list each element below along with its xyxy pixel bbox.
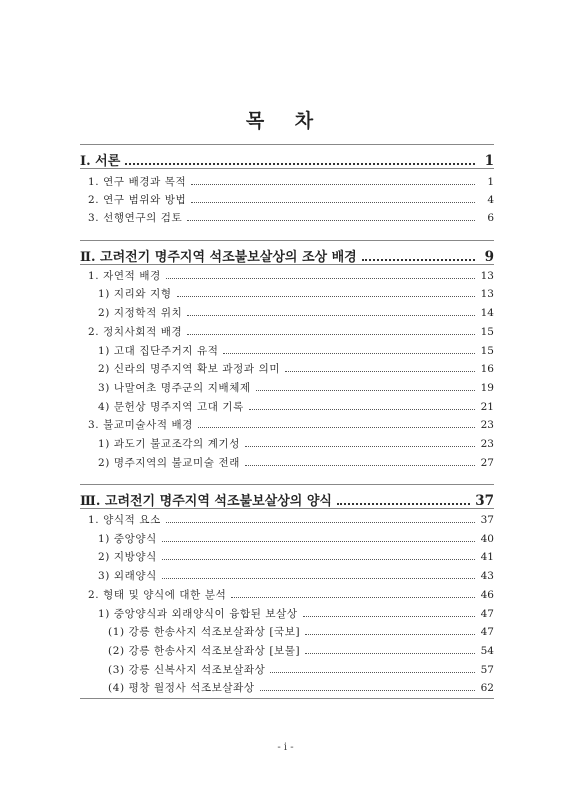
dot-leader: [362, 258, 475, 261]
section-rule-bottom: [80, 264, 494, 265]
item-label: 1) 고대 집단주거지 유적: [98, 345, 219, 357]
page-number: 1: [484, 153, 494, 169]
page-number: 13: [480, 288, 494, 300]
page-number: 6: [487, 212, 494, 224]
page-number: 37: [475, 493, 494, 509]
toc-item[interactable]: [80, 587, 494, 602]
dot-leader: [187, 333, 475, 335]
toc-section-1[interactable]: [80, 150, 494, 169]
page-number: 37: [480, 514, 494, 526]
toc-end-rule: [80, 698, 494, 699]
page-number: 9: [484, 249, 494, 265]
dot-leader: [305, 652, 475, 654]
page-number: 13: [480, 270, 494, 282]
toc-item[interactable]: [80, 210, 494, 225]
dot-leader: [270, 671, 475, 673]
item-label: 3) 외래양식: [98, 570, 157, 582]
dot-leader: [256, 389, 475, 391]
section-label: Ⅱ. 고려전기 명주지역 석조불보살상의 조상 배경: [80, 250, 357, 265]
toc-item[interactable]: [80, 512, 494, 527]
toc-item[interactable]: [80, 192, 494, 207]
section-rule-bottom: [80, 508, 494, 509]
dot-leader: [337, 502, 470, 505]
item-label: (1) 강릉 한송사지 석조보살좌상 [국보]: [108, 626, 301, 638]
page-number: 19: [480, 382, 494, 394]
toc-item[interactable]: [80, 380, 494, 395]
item-label: (3) 강릉 신복사지 석조보살좌상: [108, 664, 266, 676]
page-number: 4: [487, 194, 494, 206]
dot-leader: [162, 540, 475, 542]
item-label: 3) 나말여초 명주군의 지배체제: [98, 382, 251, 394]
dot-leader: [166, 277, 475, 279]
toc-item[interactable]: [80, 436, 494, 451]
page-number: 57: [480, 664, 494, 676]
section-label: Ⅲ. 고려전기 명주지역 석조불보살상의 양식: [80, 494, 332, 509]
item-label: 2. 연구 범위와 방법: [88, 194, 187, 206]
page-number: 47: [480, 626, 494, 638]
page-number: 46: [480, 589, 494, 601]
item-label: (2) 강릉 한송사지 석조보살좌상 [보물]: [108, 645, 301, 657]
page-number: 16: [480, 363, 494, 375]
toc-item[interactable]: [80, 268, 494, 283]
dot-leader: [305, 633, 475, 635]
toc-item[interactable]: [80, 568, 494, 583]
page-number: 23: [480, 438, 494, 450]
item-label: (4) 평창 월정사 석조보살좌상: [108, 682, 255, 694]
dot-leader: [249, 408, 475, 410]
dot-leader: [245, 445, 475, 447]
dot-leader: [191, 201, 475, 203]
item-label: 1. 양식적 요소: [88, 514, 161, 526]
item-label: 2) 신라의 명주지역 확보 과정과 의미: [98, 363, 281, 375]
item-label: 1) 중앙양식과 외래양식이 융합된 보살상: [98, 608, 298, 620]
page-number: 14: [480, 307, 494, 319]
dot-leader: [187, 314, 475, 316]
page-number: 62: [480, 682, 494, 694]
page-number: 54: [480, 645, 494, 657]
page-number: 40: [480, 533, 494, 545]
toc-item[interactable]: [80, 343, 494, 358]
dot-leader: [125, 162, 475, 165]
item-label: 2) 지방양식: [98, 551, 157, 563]
toc-item[interactable]: [80, 531, 494, 546]
section-label: Ⅰ. 서론: [80, 154, 121, 169]
page-number: 41: [480, 551, 494, 563]
dot-leader: [166, 521, 475, 523]
page-title: 목 차: [245, 110, 326, 132]
dot-leader: [231, 596, 475, 598]
item-label: 1. 연구 배경과 목적: [88, 176, 187, 188]
item-label: 2. 형태 및 양식에 대한 분석: [88, 589, 227, 601]
toc-item[interactable]: [80, 606, 494, 621]
toc-section-3[interactable]: [80, 490, 494, 509]
dot-leader: [162, 577, 475, 579]
section-rule-top: [80, 240, 494, 241]
item-label: 2) 명주지역의 불교미술 전래: [98, 457, 240, 469]
page-footer: - i -: [277, 742, 294, 753]
toc-section-2[interactable]: [80, 246, 494, 265]
dot-leader: [303, 615, 475, 617]
toc-item[interactable]: [80, 399, 494, 414]
item-label: 1) 과도기 불교조각의 계기성: [98, 438, 240, 450]
page-number: 23: [480, 419, 494, 431]
toc-item[interactable]: [80, 174, 494, 189]
item-label: 1) 지리와 지형: [98, 288, 172, 300]
page-number: 1: [487, 176, 494, 188]
page-number: 15: [480, 345, 494, 357]
toc-item[interactable]: [80, 680, 494, 695]
item-label: 4) 문헌상 명주지역 고대 기록: [98, 401, 244, 413]
item-label: 1) 중앙양식: [98, 533, 157, 545]
dot-leader: [245, 464, 475, 466]
toc-item[interactable]: [80, 286, 494, 301]
dot-leader: [177, 295, 475, 297]
dot-leader: [162, 558, 475, 560]
toc-item[interactable]: [80, 643, 494, 658]
dot-leader: [223, 352, 475, 354]
section-rule-bottom: [80, 168, 494, 169]
page-number: 21: [480, 401, 494, 413]
toc-item[interactable]: [80, 624, 494, 639]
dot-leader: [285, 370, 475, 372]
toc-item[interactable]: [80, 324, 494, 339]
toc-item[interactable]: [80, 305, 494, 320]
toc-item[interactable]: [80, 662, 494, 677]
toc-item[interactable]: [80, 455, 494, 470]
page-number: 15: [480, 326, 494, 338]
toc-item[interactable]: [80, 361, 494, 376]
item-label: 3. 선행연구의 검토: [88, 212, 183, 224]
dot-leader: [198, 426, 475, 428]
section-rule-top: [80, 484, 494, 485]
page-number: 27: [480, 457, 494, 469]
toc-item[interactable]: [80, 549, 494, 564]
section-rule-top: [80, 144, 494, 145]
dot-leader: [260, 689, 475, 691]
dot-leader: [191, 183, 475, 185]
item-label: 2. 정치사회적 배경: [88, 326, 183, 338]
page-number: 43: [480, 570, 494, 582]
dot-leader: [187, 219, 475, 221]
toc-item[interactable]: [80, 417, 494, 432]
page-number: 47: [480, 608, 494, 620]
item-label: 2) 지정학적 위치: [98, 307, 183, 319]
item-label: 1. 자연적 배경: [88, 270, 161, 282]
item-label: 3. 불교미술사적 배경: [88, 419, 194, 431]
